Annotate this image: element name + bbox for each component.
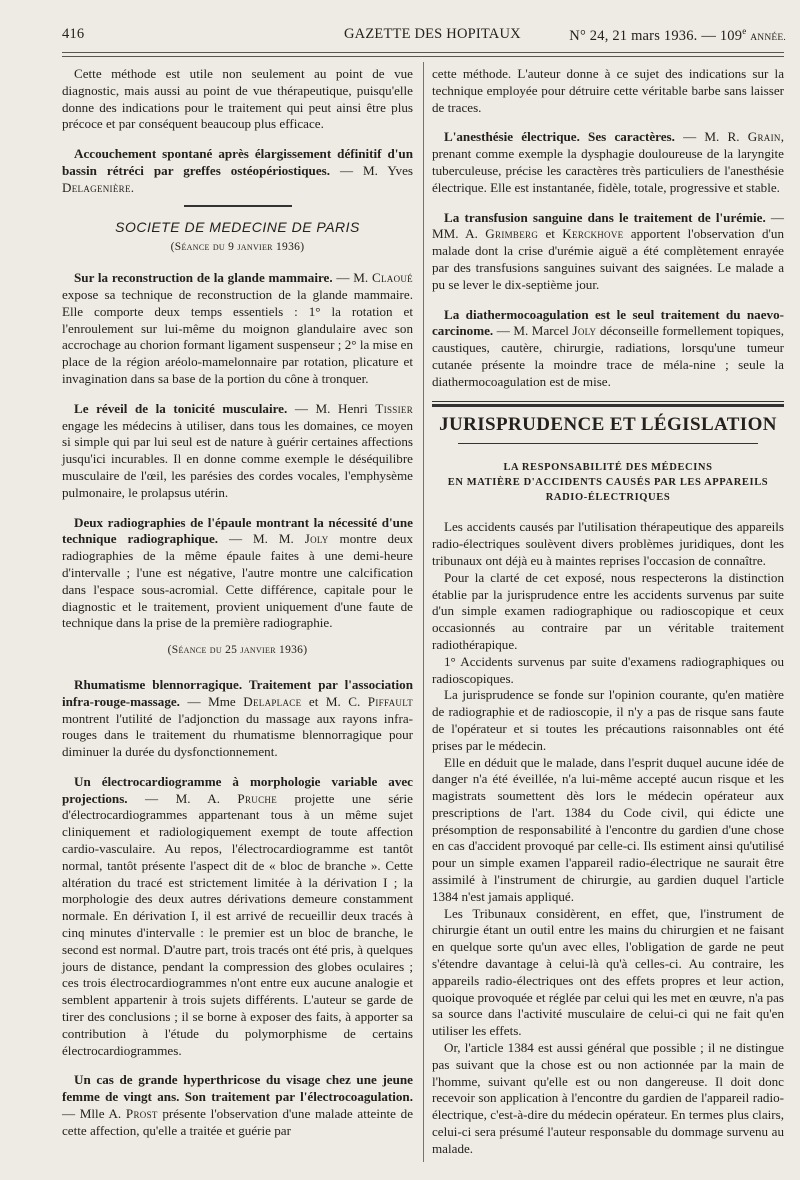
article-prost-continued: cette méthode. L'auteur donne à ce sujet des indications sur la technique employée pour détruire cette véritable barbe sans laisser de traces. [432, 66, 784, 115]
article-title: Accouchement spontané après élargissement définitif d'un bassin rétréci par greffes ostéopériostiques. [62, 146, 413, 178]
section-rule-thick [432, 404, 784, 407]
author-name: Delagenière. [62, 179, 135, 195]
article-grain: L'anesthésie électrique. Ses caractères. — M. R. Grain, prenant comme exemple la dysphagie douloureuse de la laryngite tuberculeuse, précise les caractères très particuliers de l'anesthésie électrique. Elle est instantanée, fidèle, totale, progressive et stable. [432, 129, 784, 195]
page-number: 416 [62, 26, 85, 42]
intro-paragraph: Cette méthode est utile non seulement au point de vue diagnostic, mais aussi au point de vue thérapeutique, puisqu'elle donne des indications pour le traitement qui peut ainsi être plus précoce et par conséquent beaucoup plus efficace. [62, 66, 413, 132]
section-title-rule [458, 443, 758, 444]
session-date-2: (Séance du 25 janvier 1936) [167, 644, 308, 657]
body-paragraph: Or, l'article 1384 est aussi général que possible ; il ne distingue pas suivant que la chose est ou non actionnée par la main de l'homme, suivant qu'elle est ou non dangereuse. Il doit donc recevoir son application à l'encontre du gardien de l'appareil radio-électrique, c'est-à-dire du médecin opérateur. En termes plus clairs, celui-ci sera présumé l'auteur responsable du dommage survenu au malade. [432, 1040, 784, 1156]
body-paragraph: 1° Accidents survenus par suite d'examens radiographiques ou radioscopiques. [432, 653, 784, 686]
article-delageniere: Accouchement spontané après élargissement définitif d'un bassin rétréci par greffes ostéopériostiques. — M. Yves Delagenière. [62, 146, 413, 195]
right-column [432, 66, 784, 1158]
article-joly-naevo: La diathermocoagulation est le seul traitement du naevo-carcinome. — M. Marcel Joly déconseille formellement topiques, caustiques, cautère, chirurgie, radiations, lorsqu'une tumeur cutanée présente la moindre trace de méla-nine ; seule la diathermocoagulation est de mise. [432, 306, 784, 389]
article-delaplace: Rhumatisme blennorragique. Traitement par l'association infra-rouge-massage. — Mme Delaplace et M. C. Piffault montrent l'utilité de l'adjonction du massage aux rayons infra-rouges dans le traitement du rhumatisme blennorragique pour diminuer la durée du dysfonctionnement. [62, 676, 413, 760]
issue-info: N° 24, 21 mars 1936. — 109e ANNÉE. [569, 26, 786, 44]
section-title: JURISPRUDENCE ET LÉGISLATION [439, 413, 777, 435]
article-claoue: Sur la reconstruction de la glande mammaire. — M. Claoué expose sa technique de reconstruction de la glande mammaire. Elle comporte deux temps essentiels : 1° la rotation et l'enroulement sur lui-même du moignon glandulaire avec son accrochage au chorion formant ligament suspenseur ; 2° la mise en place de la région aréolo-mamelonnaire par rotation, plicature et invagination dans sa base de la portion du cône à tronquer. [62, 270, 413, 386]
body-paragraph: Elle en déduit que le malade, dans l'esprit duquel aucune idée de danger n'a été éveillée, n'a lui-même accepté aucun risque et les magistrats soumettent dès lors le médecin opérateur aux prescriptions de l'art. 1384 du Code civil, qui édicte une présomption de responsabilité à l'encontre du gardien d'une chose en cas d'accident provoqué par celle-ci. Ils estiment ainsi qu'utilisé pour un simple examen l'appareil radio-électrique ne saurait être assimilé à l'instrument de chirurgie, au gardien duquel l'article 1384 n'est jamais appliqué. [432, 754, 784, 904]
article-joly: Deux radiographies de l'épaule montrant la nécessité d'une technique radiographique. — M. M. Joly montre deux radiographies de la même épaule faites à une demi-heure d'intervalle ; l'une est négative, l'autre montre une calcification dans l'espace sous-acromial. Cette différence, capitale pour le diagnostic et le traitement, provient uniquement d'une faute de technique dans la prise de la première radiographie. [62, 514, 413, 631]
article-tissier: Le réveil de la tonicité musculaire. — M. Henri Tissier engage les médecins à utiliser, dans tous les domaines, ce moyen si simple qui par lui seul est de nature à guérir certaines affections jusqu'ici incurables. Il en donne comme exemple le déséquilibre musculaire de l'œil, les parésies des cordes vocales, l'emphysème pulmonaire, le prolapsus utérin. [62, 400, 413, 500]
body-paragraph: Les Tribunaux considèrent, en effet, que, l'instrument de chirurgie étant un outil entre les mains du chirurgien et ne faisant en quelque sorte qu'un avec elles, l'obligation de garde ne peut s'étendre davantage à celui-là qu'à celles-ci. Au contraire, les appareils radio-électriques ont des effets propres et leur action, quoique provoquée et réglée par celui qui les met en œuvre, n'a pas sa source dans l'activité musculaire de celui-ci qui ne fait qu'en utiliser les effets. [432, 905, 784, 1039]
article-prost: Un cas de grande hyperthricose du visage chez une jeune femme de vingt ans. Son traitement par l'électrocoagulation. — Mlle A. Prost présente l'observation d'une malade atteinte de cette affection, qu'elle a traitée et guérie par [62, 1072, 414, 1138]
society-header [62, 219, 413, 257]
column-divider [423, 62, 424, 1162]
header-rule [62, 52, 784, 53]
journal-title: GAZETTE DES HOPITAUX [344, 26, 521, 42]
article-pruche: Un électrocardiogramme à morphologie variable avec projections. — M. A. Pruche projette une série d'électrocardiogrammes appartenant tous à un même sujet cliniquement et radiologiquement exempt de toute affection cardio-vasculaire. Au repos, l'électrocardiogramme est tantôt normal, tantôt présente l'aspect dit de « bloc de branche ». Cette altération du tracé est strictement limitée à la dérivation I ; la morphologie des deux autres dérivations demeure constamment normale. En dérivation I, il est arrivé de recueillir deux tracés à cinq minutes d'intervalle : le premier est un bloc de branche, le second est normal. D'autre part, trois tracés ont été pris, à quelques jours de distance, pendant la compression des globes oculaires ; ces trois électrocardiogrammes n'ont entre eux aucune analogie et semblent appartenir à trois sujets différents. L'auteur se garde de tirer des conclusions ; il se borne à exposer des faits, à apporter sa contribution à l'étude du polymorphisme de certains électrocardiogrammes. [62, 773, 413, 1058]
section-rule [184, 205, 292, 207]
article-grimberg: La transfusion sanguine dans le traitement de l'urémie. — MM. A. Grimberg et Kerckhove apportent l'observation d'un malade dont la crise d'urémie aiguë a été complètement enrayée par des transfusions sanguines suivant des saignées. Le malade a pu se lever le dix-septième jour. [432, 209, 784, 292]
body-paragraph: Les accidents causés par l'utilisation thérapeutique des appareils radio-électriques soulèvent divers problèmes juridiques, dont les tribunaux ont déjà eu à maintes reprises l'occasion de connaître. [432, 519, 784, 568]
running-header [62, 26, 786, 48]
article-subheading: LA RESPONSABILITÉ DES MÉDECINS EN MATIÈRE D'ACCIDENTS CAUSÉS PAR LES APPAREILS RADIO-ÉLECTRIQUES [447, 462, 769, 504]
section-rule-thin [432, 401, 784, 402]
left-column [62, 66, 413, 1140]
header-rule-2 [62, 56, 784, 57]
session-date: (Séance du 9 janvier 1936) [170, 241, 305, 254]
jurisprudence-body [432, 519, 784, 1157]
body-paragraph: La jurisprudence se fonde sur l'opinion courante, qu'en matière de radiographie et de radioscopie, il n'y a pas de risque sans faute de l'opérateur et si toutes les précautions raisonnables ont été prises par le médecin. [432, 687, 784, 753]
society-name: SOCIETE DE MEDECINE DE PARIS [115, 218, 360, 235]
body-paragraph: Pour la clarté de cet exposé, nous respecterons la distinction établie par la jurisprudence entre les accidents survenus par suite d'un simple examen radiographique ou radioscopique et ceux occasionnés au contraire par un véritable traitement radiothérapique. [432, 569, 784, 652]
